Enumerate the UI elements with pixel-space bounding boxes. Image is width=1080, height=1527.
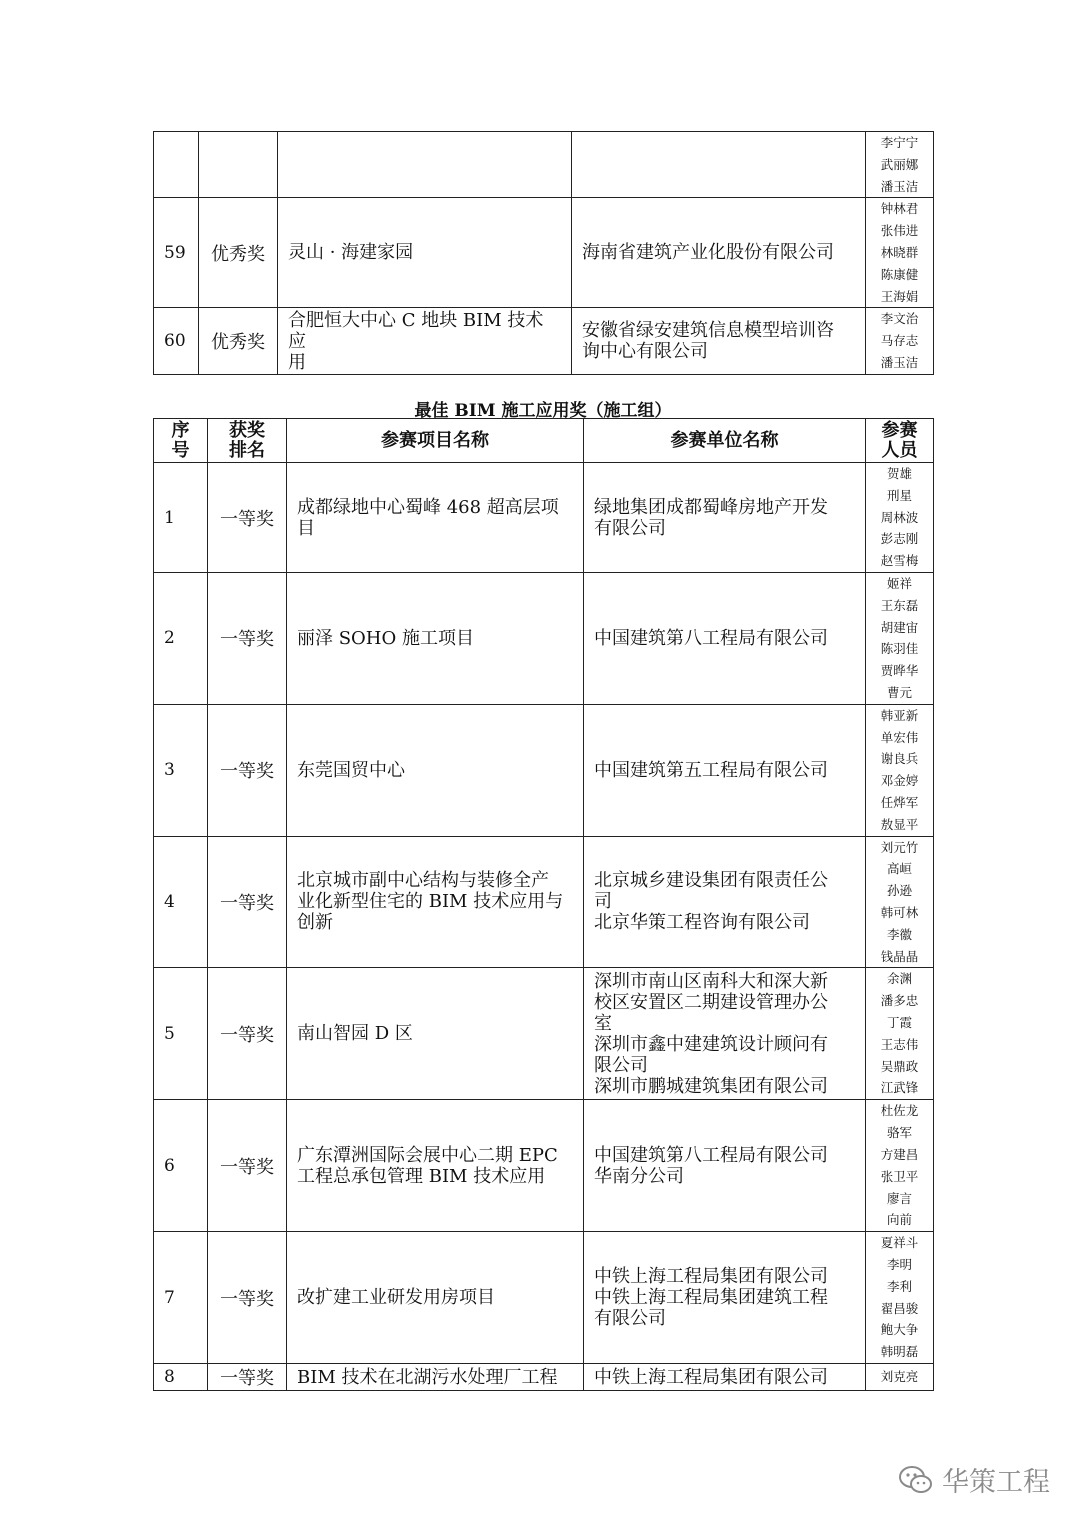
table-row — [154, 308, 934, 374]
cell-line: 贺雄 — [886, 466, 912, 481]
participants — [866, 463, 934, 573]
award-table-continued — [153, 131, 934, 375]
project-name — [287, 463, 584, 573]
cell-line: 北京城市副中心结构与装修全产 — [297, 870, 549, 892]
row-number: 3 — [154, 704, 208, 836]
cell-line: 鲍大争 — [880, 1322, 919, 1338]
award-rank: 一等奖 — [208, 1364, 287, 1391]
cell-line: 李宁宁 — [880, 135, 919, 150]
cell-line: 绿地集团成都蜀峰房地产开发 — [594, 496, 828, 518]
cell-line: 目 — [297, 517, 315, 539]
cell-line: 武丽娜 — [880, 156, 919, 172]
participants — [866, 573, 934, 705]
cell-line: 王志伟 — [880, 1036, 919, 1052]
cell-line: 李利 — [886, 1278, 912, 1294]
cell-line: 单宏伟 — [880, 729, 919, 745]
watermark-text: 华策工程 — [942, 1467, 1050, 1498]
cell-line: 刘克亮 — [880, 1369, 919, 1385]
cell-line: 林晓群 — [880, 244, 919, 260]
table-row — [154, 573, 934, 705]
table-row — [154, 1100, 934, 1232]
cell-line: 深圳市南山区南科大和深大新 — [594, 970, 828, 992]
table-row — [154, 704, 934, 836]
cell-line: 东莞国贸中心 — [297, 759, 405, 781]
cell-line: 中国建筑第五工程局有限公司 — [594, 759, 828, 781]
cell-line: 中国建筑第八工程局有限公司 — [594, 627, 828, 649]
cell-line: 用 — [288, 351, 306, 373]
cell-line: 韩亚新 — [880, 707, 919, 723]
project-name — [287, 1100, 584, 1232]
cell-line: 翟昌骏 — [880, 1300, 919, 1316]
participants — [866, 308, 934, 374]
table-row — [154, 463, 934, 573]
company-name — [584, 1100, 866, 1232]
row-number — [154, 132, 199, 198]
cell-line: 胡建宙 — [880, 619, 919, 635]
cell-line: 方建昌 — [880, 1146, 919, 1162]
cell-line: 高峘 — [886, 861, 912, 877]
award-rank: 一等奖 — [208, 704, 287, 836]
row-number: 8 — [154, 1364, 208, 1391]
row-number: 1 — [154, 463, 208, 573]
header-people: 参赛 人员 — [866, 419, 934, 463]
project-name — [287, 836, 584, 968]
cell-line: 邓金婷 — [880, 773, 919, 789]
cell-line: 李明 — [886, 1257, 912, 1273]
cell-line: 曹元 — [886, 684, 912, 700]
award-rank: 一等奖 — [208, 573, 287, 705]
project-name — [278, 198, 572, 308]
cell-line: 广东潭洲国际会展中心二期 EPC — [297, 1144, 558, 1166]
cell-line: 姬祥 — [886, 576, 912, 591]
cell-line: 陈康健 — [880, 266, 919, 282]
row-number: 59 — [154, 198, 199, 308]
project-name — [287, 1364, 584, 1391]
award-rank: 优秀奖 — [199, 308, 278, 374]
cell-line: 谢良兵 — [880, 751, 919, 767]
cell-line: 中铁上海工程局集团建筑工程 — [594, 1287, 828, 1309]
participants — [866, 1100, 934, 1232]
cell-line: 海南省建筑产业化股份有限公司 — [582, 242, 834, 264]
award-rank: 优秀奖 — [199, 198, 278, 308]
cell-line: 深圳市鑫中建建筑设计顾问有 — [594, 1033, 828, 1055]
cell-line: 任烨军 — [880, 794, 919, 810]
cell-line: 李文治 — [880, 311, 919, 327]
award-rank: 一等奖 — [208, 836, 287, 968]
company-name — [584, 463, 866, 573]
cell-line: 赵雪梅 — [880, 553, 919, 569]
cell-line: 深圳市鹏城建筑集团有限公司 — [594, 1075, 828, 1097]
participants — [866, 1232, 934, 1364]
cell-line: 灵山 · 海建家园 — [288, 242, 414, 264]
cell-line: 中铁上海工程局集团有限公司 — [594, 1366, 828, 1388]
cell-line: 室 — [594, 1012, 612, 1034]
cell-line: 向前 — [886, 1212, 912, 1228]
watermark — [898, 1460, 1050, 1499]
cell-line: 刑星 — [886, 487, 912, 503]
cell-line: 张伟进 — [880, 223, 919, 239]
header-num: 序 号 — [154, 419, 208, 463]
cell-line: 华南分公司 — [594, 1165, 684, 1187]
cell-line: BIM 技术在北湖污水处理厂工程 — [297, 1366, 558, 1388]
participants — [866, 132, 934, 198]
cell-line: 询中心有限公司 — [582, 341, 708, 363]
cell-line: 丽泽 SOHO 施工项目 — [297, 627, 474, 649]
table-header-row — [154, 419, 934, 463]
row-number: 4 — [154, 836, 208, 968]
cell-line: 廖言 — [886, 1190, 912, 1206]
cell-line: 北京华策工程咨询有限公司 — [594, 912, 810, 934]
cell-line: 北京城乡建设集团有限责任公 — [594, 870, 828, 892]
cell-line: 贾晔华 — [880, 663, 919, 679]
cell-line: 合肥恒大中心 C 地块 BIM 技术应 — [288, 309, 544, 352]
header-company: 参赛单位名称 — [584, 419, 866, 463]
row-number: 2 — [154, 573, 208, 705]
cell-line: 陈羽佳 — [880, 641, 919, 657]
cell-line: 张卫平 — [880, 1168, 919, 1184]
company-name — [572, 308, 866, 374]
cell-line: 余渊 — [886, 971, 912, 987]
cell-line: 李徽 — [886, 926, 912, 942]
award-rank: 一等奖 — [208, 968, 287, 1100]
company-name — [584, 1232, 866, 1364]
cell-line: 骆军 — [886, 1125, 912, 1141]
participants — [866, 704, 934, 836]
table-row — [154, 132, 934, 198]
section-title: 最佳 BIM 施工应用奖（施工组） — [414, 401, 672, 421]
header-rank: 获奖 排名 — [208, 419, 287, 463]
cell-line: 中国建筑第八工程局有限公司 — [594, 1144, 828, 1166]
company-name — [584, 573, 866, 705]
cell-line: 安徽省绿安建筑信息模型培训咨 — [582, 320, 834, 342]
table-row — [154, 836, 934, 968]
cell-line: 丁霞 — [886, 1015, 912, 1031]
table-row — [154, 1232, 934, 1364]
cell-line: 成都绿地中心蜀峰 468 超高层项 — [297, 496, 559, 518]
cell-line: 钱晶晶 — [880, 948, 919, 964]
cell-line: 孙逊 — [886, 883, 912, 899]
award-rank: 一等奖 — [208, 1232, 287, 1364]
cell-line: 限公司 — [594, 1054, 648, 1076]
header-project: 参赛项目名称 — [287, 419, 584, 463]
cell-line: 周林波 — [880, 509, 919, 525]
project-name — [278, 132, 572, 198]
award-table-construction — [153, 418, 934, 1391]
cell-line: 敖显平 — [880, 816, 919, 832]
cell-line: 夏祥斗 — [880, 1235, 919, 1251]
project-name — [287, 968, 584, 1100]
table-row — [154, 1364, 934, 1391]
project-name — [278, 308, 572, 374]
cell-line: 潘玉洁 — [880, 178, 919, 194]
table-row — [154, 968, 934, 1100]
company-name — [572, 132, 866, 198]
participants — [866, 968, 934, 1100]
cell-line: 南山智园 D 区 — [297, 1023, 413, 1045]
cell-line: 韩可林 — [880, 904, 919, 920]
cell-line: 创新 — [297, 912, 333, 934]
table-row — [154, 198, 934, 308]
cell-line: 江武锋 — [880, 1080, 919, 1096]
cell-line: 有限公司 — [594, 1308, 666, 1330]
cell-line: 司 — [594, 891, 612, 913]
cell-line: 吴鼎政 — [880, 1058, 919, 1074]
cell-line: 杜佐龙 — [880, 1103, 919, 1119]
award-rank — [199, 132, 278, 198]
cell-line: 潘多忠 — [880, 993, 919, 1009]
participants — [866, 836, 934, 968]
cell-line: 刘元竹 — [880, 839, 919, 855]
company-name — [584, 968, 866, 1100]
company-name — [584, 1364, 866, 1391]
row-number: 60 — [154, 308, 199, 374]
cell-line: 改扩建工业研发用房项目 — [297, 1287, 495, 1309]
cell-line: 王东磊 — [880, 597, 919, 613]
cell-line: 韩明磊 — [880, 1344, 919, 1360]
cell-line: 钟林君 — [880, 201, 919, 217]
cell-line: 中铁上海工程局集团有限公司 — [594, 1266, 828, 1288]
cell-line: 校区安置区二期建设管理办公 — [594, 991, 828, 1013]
company-name — [572, 198, 866, 308]
award-rank: 一等奖 — [208, 1100, 287, 1232]
cell-line: 业化新型住宅的 BIM 技术应用与 — [297, 891, 564, 913]
award-rank: 一等奖 — [208, 463, 287, 573]
project-name — [287, 1232, 584, 1364]
cell-line: 工程总承包管理 BIM 技术应用 — [297, 1165, 546, 1187]
row-number: 6 — [154, 1100, 208, 1232]
cell-line: 马存志 — [880, 333, 919, 349]
cell-line: 有限公司 — [594, 517, 666, 539]
company-name — [584, 836, 866, 968]
project-name — [287, 573, 584, 705]
cell-line: 彭志刚 — [880, 531, 919, 547]
wechat-icon — [898, 1465, 934, 1495]
company-name — [584, 704, 866, 836]
cell-line: 潘玉洁 — [880, 354, 919, 370]
row-number: 5 — [154, 968, 208, 1100]
participants — [866, 1364, 934, 1391]
row-number: 7 — [154, 1232, 208, 1364]
cell-line: 王海娟 — [880, 288, 919, 304]
participants — [866, 198, 934, 308]
project-name — [287, 704, 584, 836]
